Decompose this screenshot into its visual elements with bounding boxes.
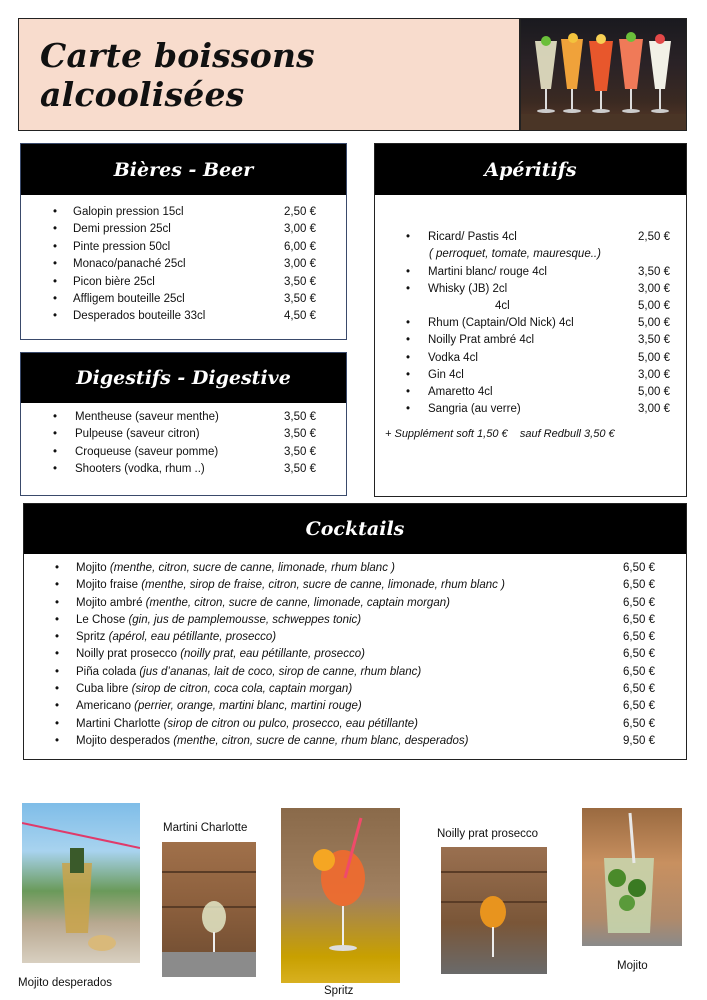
- bullet-icon: •: [53, 240, 58, 253]
- bullet-icon: •: [406, 231, 411, 243]
- digestifs-header: Digestifs - Digestive: [21, 353, 346, 403]
- bullet-icon: •: [53, 292, 58, 305]
- supplement-note: + Supplément soft 1,50 € sauf Redbull 3,50 €: [385, 428, 615, 440]
- bullet-icon: •: [55, 562, 60, 574]
- item-price: 6,50 €: [623, 648, 655, 661]
- item-name: Ricard/ Pastis 4cl: [428, 231, 517, 243]
- item-price: 3,50 €: [284, 445, 316, 458]
- cocktail-item: [24, 560, 686, 577]
- cocktail-line: [76, 664, 421, 681]
- list-item: [21, 409, 346, 426]
- list-item: [375, 367, 686, 384]
- mojito-desperados-glass-illustration: [22, 803, 140, 963]
- list-item: [21, 308, 346, 325]
- mojito-glass-illustration: [582, 808, 682, 946]
- list-item: [21, 426, 346, 443]
- item-price: 2,50 €: [284, 206, 316, 218]
- item-name: Whisky (JB) 2cl: [428, 282, 508, 295]
- list-item: [375, 384, 686, 401]
- item-price: 6,50 €: [623, 579, 655, 592]
- item-price: 3,00 €: [638, 368, 670, 381]
- item-price: 3,00 €: [284, 223, 316, 236]
- bullet-icon: •: [53, 310, 58, 323]
- list-item: [21, 204, 346, 221]
- cocktail-ingredients: (sirop de citron ou pulco, prosecco, eau pétillante): [163, 717, 418, 730]
- item-price: 5,00 €: [638, 385, 670, 398]
- item-name: 4cl: [495, 299, 510, 312]
- cocktail-name: Le Chose: [76, 613, 126, 626]
- list-item: [21, 221, 346, 238]
- item-price: 6,50 €: [623, 631, 655, 644]
- cocktail-item: [24, 595, 686, 612]
- item-price: 6,50 €: [623, 613, 655, 626]
- item-price: 6,50 €: [623, 717, 655, 730]
- cocktail-line: [76, 595, 450, 612]
- martini-charlotte-photo: [162, 842, 256, 977]
- item-price: 6,50 €: [623, 562, 655, 574]
- beer-header: Bières - Beer: [21, 144, 346, 195]
- item-name: Gin 4cl: [428, 368, 464, 381]
- item-price: 5,00 €: [638, 351, 670, 364]
- item-price: 6,50 €: [623, 665, 655, 678]
- list-item: [375, 298, 686, 315]
- item-price: 5,00 €: [638, 299, 670, 312]
- cocktail-ingredients: (gin, jus de pamplemousse, schweppes tonic): [128, 613, 362, 626]
- item-name: Mentheuse (saveur menthe): [75, 411, 219, 423]
- cocktail-item: [24, 577, 686, 594]
- list-item: [375, 315, 686, 332]
- digestifs-list: [21, 409, 346, 479]
- bullet-icon: •: [53, 223, 58, 236]
- bullet-icon: •: [55, 648, 60, 661]
- item-name: Pinte pression 50cl: [73, 240, 171, 253]
- mojito-photo: [582, 808, 682, 946]
- bullet-icon: •: [55, 613, 60, 626]
- item-detail: ( perroquet, tomate, mauresque..): [429, 248, 601, 260]
- bullet-icon: •: [55, 631, 60, 644]
- item-price: 4,50 €: [284, 310, 316, 323]
- cocktail-line: [76, 681, 352, 698]
- martini-charlotte-glass-illustration: [162, 842, 256, 977]
- cocktail-line: [76, 733, 469, 750]
- noilly-prat-prosecco-photo: [441, 847, 547, 974]
- cocktail-item: [24, 681, 686, 698]
- list-item: [21, 256, 346, 273]
- list-item: [21, 461, 346, 478]
- spritz-photo: [281, 808, 400, 983]
- aperitifs-header: Apéritifs: [375, 144, 686, 195]
- caption-noilly-prat-prosecco: Noilly prat prosecco: [437, 828, 538, 840]
- page-title: Carte boissons alcoolisées: [40, 35, 315, 114]
- list-item: [375, 350, 686, 367]
- cocktail-ingredients: (noilly prat, eau pétillante, prosecco): [180, 648, 365, 661]
- item-price: 5,00 €: [638, 317, 670, 330]
- list-item: [375, 401, 686, 418]
- list-item: [375, 332, 686, 349]
- cocktail-name: Cuba libre: [76, 683, 129, 696]
- item-name: Amaretto 4cl: [428, 385, 493, 398]
- bullet-icon: •: [55, 700, 60, 713]
- cocktail-ingredients: (sirop de citron, coca cola, captain morgan): [131, 683, 353, 696]
- bullet-icon: •: [55, 665, 60, 678]
- cocktails-header: Cocktails: [24, 504, 686, 554]
- bullet-icon: •: [406, 282, 411, 295]
- item-name: Martini blanc/ rouge 4cl: [428, 265, 547, 278]
- cocktail-ingredients: (menthe, sirop de fraise, citron, sucre de canne, limonade, rhum blanc ): [141, 579, 505, 592]
- caption-spritz: Spritz: [324, 985, 354, 997]
- bullet-icon: •: [406, 265, 411, 278]
- item-price: 3,50 €: [284, 411, 316, 423]
- cocktail-name: Spritz: [76, 631, 106, 644]
- cocktail-item: [24, 612, 686, 629]
- cocktail-name: Mojito: [76, 562, 107, 574]
- item-price: 6,50 €: [623, 700, 655, 713]
- list-item: [375, 229, 686, 264]
- item-price: 3,50 €: [284, 292, 316, 305]
- cocktail-name: Mojito fraise: [76, 579, 138, 592]
- bullet-icon: •: [53, 258, 58, 271]
- cocktail-name: Martini Charlotte: [76, 717, 161, 730]
- cocktail-line: [76, 577, 505, 594]
- item-name: Galopin pression 15cl: [73, 206, 184, 218]
- cocktail-name: Noilly prat prosecco: [76, 648, 177, 661]
- bullet-icon: •: [55, 683, 60, 696]
- bullet-icon: •: [55, 717, 60, 730]
- caption-mojito-desperados: Mojito desperados: [18, 977, 112, 989]
- item-name: Demi pression 25cl: [73, 223, 171, 236]
- cocktails-section: [23, 503, 687, 760]
- item-name: Desperados bouteille 33cl: [73, 310, 206, 323]
- cocktail-line: [76, 612, 361, 629]
- aperitifs-list: [375, 229, 686, 418]
- list-item: [21, 274, 346, 291]
- item-name: Picon bière 25cl: [73, 275, 155, 288]
- cocktail-ingredients: (menthe, citron, sucre de canne, limonade, captain morgan): [145, 596, 450, 609]
- bullet-icon: •: [406, 351, 411, 364]
- cocktails-list: [24, 560, 686, 750]
- cocktail-glasses-illustration: [521, 19, 687, 131]
- bullet-icon: •: [406, 317, 411, 330]
- item-price: 6,50 €: [623, 683, 655, 696]
- noilly-prat-glass-illustration: [441, 847, 547, 974]
- digestifs-section: [20, 352, 347, 496]
- list-item: [375, 281, 686, 298]
- item-price: 3,00 €: [638, 403, 670, 416]
- cocktail-item: [24, 664, 686, 681]
- item-name: Noilly Prat ambré 4cl: [428, 334, 535, 347]
- cocktail-ingredients: (menthe, citron, sucre de canne, rhum blanc, desperados): [173, 734, 469, 747]
- cocktail-line: [76, 560, 395, 577]
- item-price: 6,00 €: [284, 240, 316, 253]
- item-name: Rhum (Captain/Old Nick) 4cl: [428, 317, 574, 330]
- bullet-icon: •: [406, 403, 411, 416]
- beer-section: [20, 143, 347, 340]
- bullet-icon: •: [53, 206, 58, 218]
- list-item: [21, 444, 346, 461]
- cocktail-item: [24, 698, 686, 715]
- caption-martini-charlotte: Martini Charlotte: [163, 822, 248, 834]
- item-name: Shooters (vodka, rhum ..): [75, 463, 205, 476]
- cocktail-item: [24, 716, 686, 733]
- item-name: Croqueuse (saveur pomme): [75, 445, 219, 458]
- cocktail-item: [24, 629, 686, 646]
- bullet-icon: •: [53, 411, 58, 423]
- item-price: 3,50 €: [638, 334, 670, 347]
- cocktail-ingredients: (menthe, citron, sucre de canne, limonade, rhum blanc ): [109, 562, 395, 574]
- cocktail-line: [76, 629, 276, 646]
- item-name: Affligem bouteille 25cl: [73, 292, 185, 305]
- list-item: [21, 239, 346, 256]
- item-price: 9,50 €: [623, 734, 655, 747]
- bullet-icon: •: [406, 385, 411, 398]
- item-price: 6,50 €: [623, 596, 655, 609]
- item-price: 3,50 €: [284, 463, 316, 476]
- bullet-icon: •: [53, 275, 58, 288]
- mojito-desperados-photo: [22, 803, 140, 963]
- bullet-icon: •: [55, 579, 60, 592]
- bullet-icon: •: [55, 596, 60, 609]
- bullet-icon: •: [406, 334, 411, 347]
- cocktail-name: Mojito ambré: [76, 596, 143, 609]
- bullet-icon: •: [53, 445, 58, 458]
- list-item: [21, 291, 346, 308]
- item-price: 3,00 €: [284, 258, 316, 271]
- cocktail-ingredients: (apérol, eau pétillante, prosecco): [108, 631, 277, 644]
- cocktail-name: Americano: [76, 700, 131, 713]
- bullet-icon: •: [406, 368, 411, 381]
- cocktail-ingredients: (jus d’ananas, lait de coco, sirop de canne, rhum blanc): [139, 665, 422, 678]
- item-name: Vodka 4cl: [428, 351, 478, 364]
- aperitifs-section: [374, 143, 687, 497]
- cocktail-item: [24, 646, 686, 663]
- item-name: Monaco/panaché 25cl: [73, 258, 186, 271]
- bullet-icon: •: [53, 463, 58, 476]
- item-name: Sangria (au verre): [428, 403, 521, 416]
- cocktail-name: Piña colada: [76, 665, 137, 678]
- cocktail-line: [76, 646, 365, 663]
- beer-list: [21, 204, 346, 326]
- cocktail-name: Mojito desperados: [76, 734, 170, 747]
- list-item: [375, 264, 686, 281]
- item-name: Pulpeuse (saveur citron): [75, 428, 200, 441]
- item-price: 3,00 €: [638, 282, 670, 295]
- item-price: 3,50 €: [638, 265, 670, 278]
- cocktail-ingredients: (perrier, orange, martini blanc, martini rouge): [134, 700, 362, 713]
- cocktail-item: [24, 733, 686, 750]
- bullet-icon: •: [53, 428, 58, 441]
- cocktails-header-photo: [520, 18, 687, 131]
- spritz-glass-illustration: [281, 808, 400, 983]
- item-price: 2,50 €: [638, 231, 670, 243]
- item-price: 3,50 €: [284, 275, 316, 288]
- cocktail-line: [76, 698, 362, 715]
- bullet-icon: •: [55, 734, 60, 747]
- cocktail-line: [76, 716, 418, 733]
- item-price: 3,50 €: [284, 428, 316, 441]
- caption-mojito: Mojito: [617, 960, 648, 972]
